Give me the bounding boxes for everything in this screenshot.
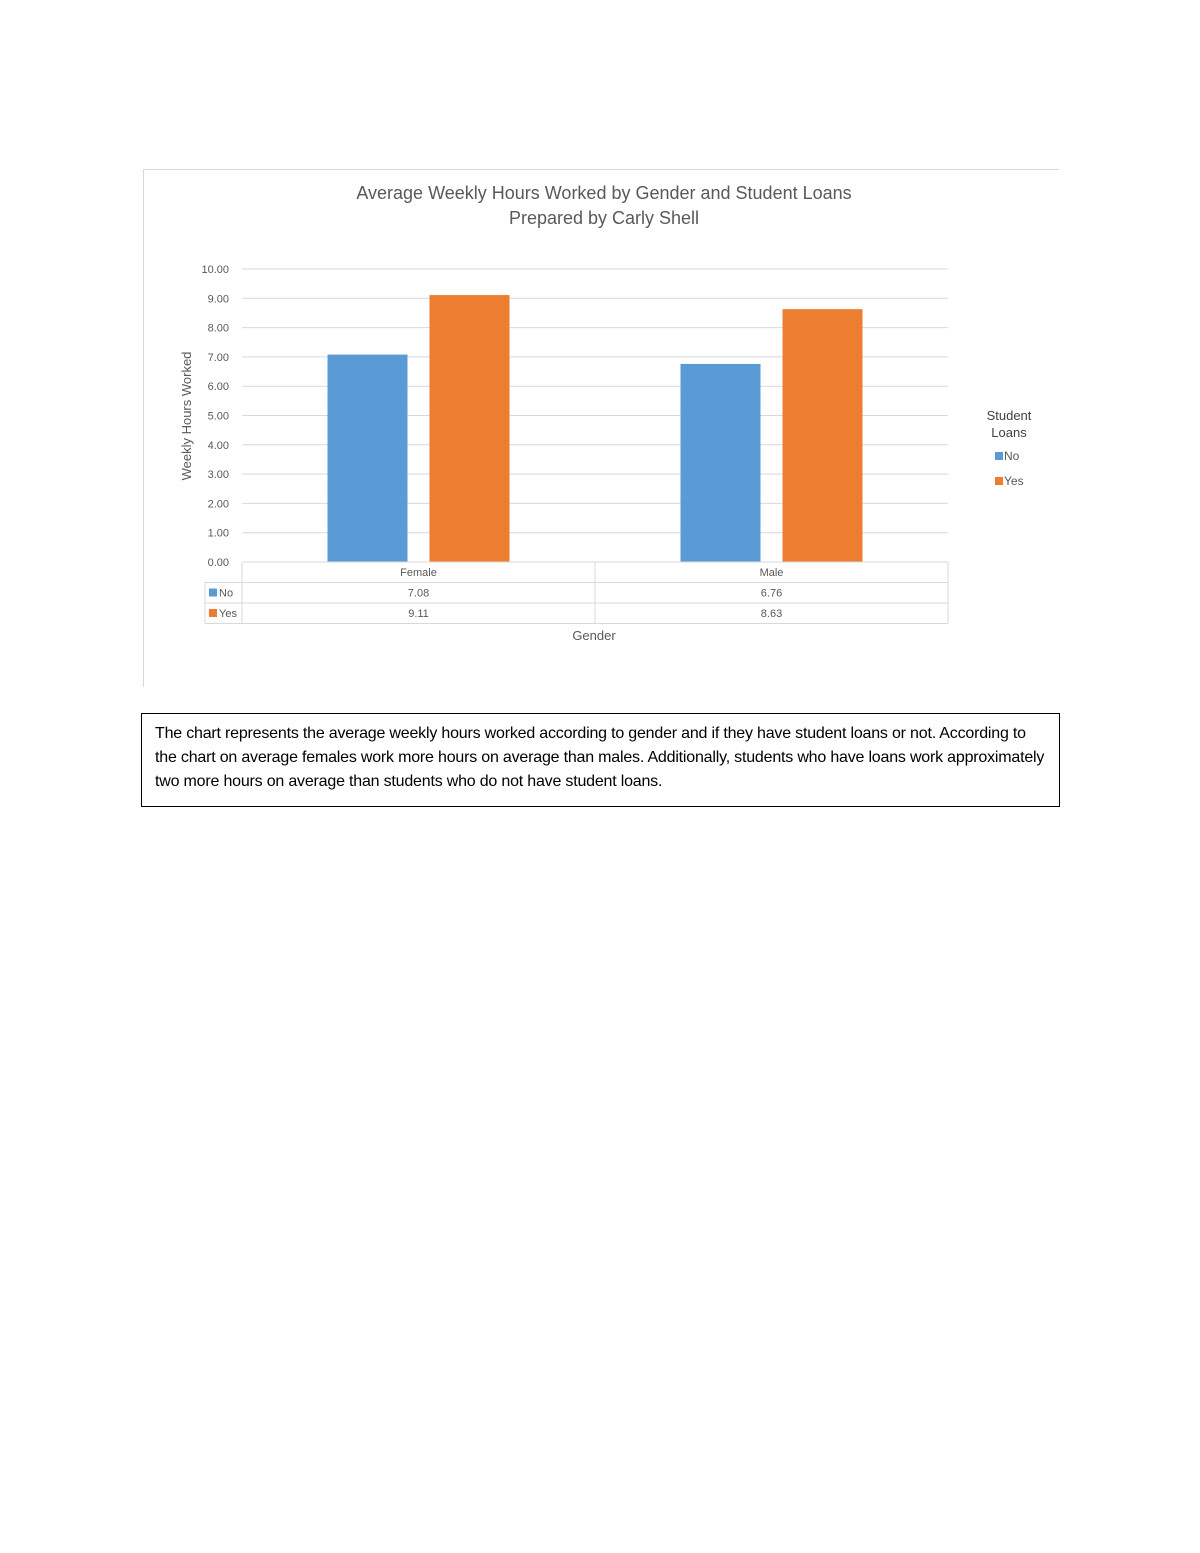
bar-chart [0,0,1200,700]
table-legend-key [209,609,217,617]
table-cell-value: 6.76 [760,587,783,600]
x-axis-label: Gender [572,628,616,643]
table-row-label: Yes [219,608,237,620]
y-tick-label: 4.00 [207,439,229,452]
legend [995,449,1024,488]
legend-swatch-yes [995,477,1003,485]
bar-male-yes [783,309,863,562]
legend-title-line1: Student [986,408,1032,423]
legend-title-line2: Loans [991,425,1027,440]
bar-female-yes [430,295,510,562]
legend-label-no: No [1004,449,1020,463]
y-tick-label: 10.00 [201,264,229,276]
y-tick-label: 5.00 [207,410,229,423]
bar-male-no [681,364,761,562]
y-tick-label: 1.00 [207,527,229,540]
bar-female-no [328,355,408,562]
chart-subtitle: Prepared by Carly Shell [508,208,700,228]
y-tick-label: 2.00 [207,498,229,511]
table-cell-value: 9.11 [408,608,429,620]
y-tick-label: 0.00 [207,557,229,569]
y-tick-label: 3.00 [207,469,229,482]
table-cell-value: 8.63 [760,608,783,620]
y-tick-label: 9.00 [207,293,229,306]
table-cell-value: 7.08 [407,587,430,600]
table-legend-key [209,589,217,597]
y-axis-label: Weekly Hours Worked [179,351,194,481]
chart-description: The chart represents the average weekly hours worked according to gender and if they have student loans or not. According to the chart on average females work more hours on average than males. Additionally, students who have loans work approximately two more hours on average than students who do not have student loans. [141,713,1060,807]
x-tick-label: Male [759,567,784,579]
legend-label-yes: Yes [1004,474,1024,488]
x-tick-label: Female [400,567,437,579]
data-table [205,562,948,624]
y-tick-label: 6.00 [207,381,229,394]
bars [328,295,863,562]
chart-title: Average Weekly Hours Worked by Gender and Student Loans [356,183,852,203]
y-tick-label: 8.00 [207,322,229,335]
y-tick-label: 7.00 [207,351,229,364]
y-axis-ticks [201,264,229,569]
legend-swatch-no [995,452,1003,460]
table-row-label: No [219,587,234,600]
